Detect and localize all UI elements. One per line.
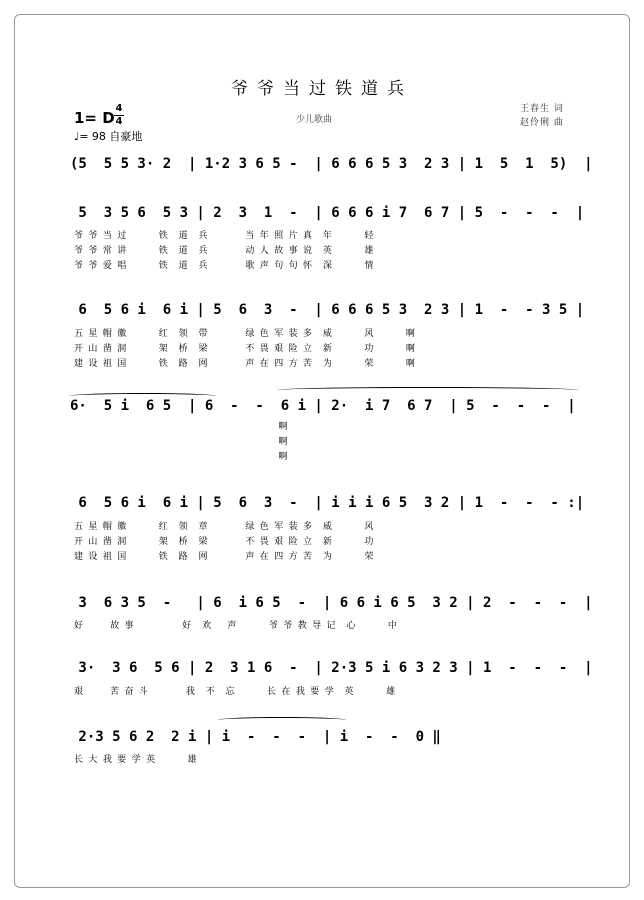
lyric-line-7-1: 艰 苦 奋 斗 我 不 忘 长 在 我 要 学 英 雄 xyxy=(74,687,396,697)
lyricist-credit: 王春生 词 xyxy=(520,104,564,114)
notation-line-6: 3 6 3 5 - | 6 i 6 5 - | 6 6 i 6 5 3 2 | 2 - - - | xyxy=(70,595,593,611)
notation-line-5: 6 5 6 i 6 i | 5 6 3 - | i i i 6 5 3 2 | 1 - - - :| xyxy=(70,495,585,511)
vertical-lyric-3: 啊 xyxy=(278,452,288,462)
lyric-line-5-2: 开 山 凿 洞 架 桥 梁 不 畏 艰 险 立 新 功 xyxy=(74,537,374,547)
lyric-line-2-2: 爷 爷 常 讲 铁 道 兵 动 人 故 事 说 英 雄 xyxy=(74,246,374,256)
lyric-line-6-1: 好 故 事 好 欢 声 爷 爷 教 导 记 心 中 xyxy=(74,621,397,631)
notation-line-1: (5 5 5 3· 2 | 1·2 3 6 5 - | 6 6 6 5 3 2 3 | 1 5 1 5) | xyxy=(70,156,593,172)
lyric-line-8-1: 长 大 我 要 学 英 雄 xyxy=(74,755,197,765)
tempo-marking: ♩= 98 自豪地 xyxy=(74,130,143,143)
lyric-line-3-3: 建 设 祖 国 铁 路 网 声 在 四 方 苦 为 荣 啊 xyxy=(74,359,415,369)
lyric-line-2-3: 爷 爷 爱 唱 铁 道 兵 歌 声 句 句 怀 深 情 xyxy=(74,261,374,271)
vertical-lyric-2: 啊 xyxy=(278,437,288,447)
notation-line-2: 5 3 5 6 5 3 | 2 3 1 - | 6 6 6 i 7 6 7 | 5 - - - | xyxy=(70,205,585,221)
lyric-line-3-1: 五 星 帽 徽 红 领 带 绿 色 军 装 多 威 风 啊 xyxy=(74,329,415,339)
lyric-line-3-2: 开 山 凿 洞 架 桥 梁 不 畏 艰 险 立 新 功 啊 xyxy=(74,344,415,354)
key-signature: 1= D xyxy=(74,109,115,127)
lyric-line-5-3: 建 设 祖 国 铁 路 网 声 在 四 方 苦 为 荣 xyxy=(74,552,374,562)
notation-line-4: 6· 5 i 6 5 | 6 - - 6 i | 2· i 7 6 7 | 5 - - - | xyxy=(70,398,576,414)
composer-credit: 赵伶俐 曲 xyxy=(520,118,564,128)
time-signature xyxy=(114,104,124,127)
notation-line-7: 3· 3 6 5 6 | 2 3 1 6 - | 2·3 5 i 6 3 2 3 | 1 - - - | xyxy=(70,660,593,676)
tie-arc xyxy=(70,393,216,399)
time-signature-top: 4 xyxy=(115,103,123,114)
tie-arc xyxy=(278,387,578,393)
time-signature-bottom: 4 xyxy=(115,116,123,127)
tie-arc xyxy=(218,717,346,723)
vertical-lyric-1: 啊 xyxy=(278,422,288,432)
lyric-line-2-1: 爷 爷 当 过 铁 道 兵 当 年 照 片 真 年 轻 xyxy=(74,231,374,241)
notation-line-3: 6 5 6 i 6 i | 5 6 3 - | 6 6 6 5 3 2 3 | 1 - - 3 5 | xyxy=(70,302,585,318)
song-title: 爷爷当过铁道兵 xyxy=(231,79,413,99)
notation-line-8: 2·3 5 6 2 2 i | i - - - | i - - 0 ‖ xyxy=(70,729,441,745)
genre-label: 少儿歌曲 xyxy=(296,115,333,125)
lyric-line-5-1: 五 星 帽 徽 红 领 章 绿 色 军 装 多 威 风 xyxy=(74,522,374,532)
